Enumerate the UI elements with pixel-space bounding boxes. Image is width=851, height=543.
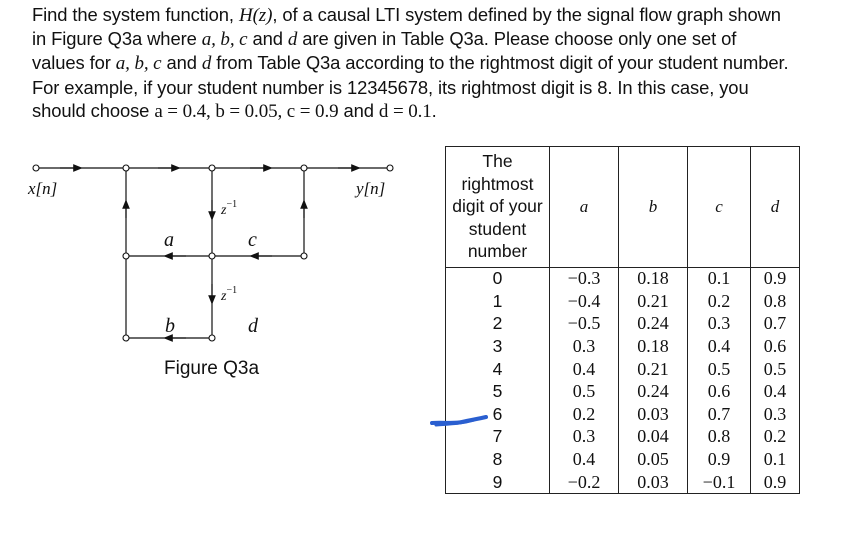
question-part: from Table Q3a according to the rightmost digit of your student number. For example, if your student number is 12345678, its rightmost digit is 8. In this case, you should choose xyxy=(32,52,789,121)
cell-a: 0.2 xyxy=(550,403,619,426)
cell-a: −0.4 xyxy=(550,290,619,313)
cell-b: 0.05 xyxy=(619,448,688,471)
variable-d: d xyxy=(287,29,298,51)
cell-digit: 3 xyxy=(446,335,550,358)
cell-a: −0.2 xyxy=(550,471,619,494)
cell-b: 0.03 xyxy=(619,471,688,494)
header-b: b xyxy=(619,147,688,268)
example-value-d: d = 0.1 xyxy=(378,100,432,122)
cell-digit: 6 xyxy=(446,403,550,426)
cell-b: 0.18 xyxy=(619,267,688,290)
cell-digit: 8 xyxy=(446,448,550,471)
cell-c: 0.1 xyxy=(688,267,751,290)
cell-d: 0.4 xyxy=(751,380,800,403)
system-function-symbol: H(z) xyxy=(238,5,273,26)
cell-d: 0.6 xyxy=(751,335,800,358)
cell-c: −0.1 xyxy=(688,471,751,494)
cell-digit: 2 xyxy=(446,313,550,336)
gain-c-label: c xyxy=(248,229,257,251)
cell-c: 0.2 xyxy=(688,290,751,313)
delay-label-2: $z^{-1}$ xyxy=(221,285,238,304)
header-digit: The rightmost digit of your student number xyxy=(446,147,550,268)
example-values: a = 0.4, b = 0.05, c = 0.9 xyxy=(154,100,339,122)
figure-caption: Figure Q3a xyxy=(164,358,260,379)
question-part: Find the system function, xyxy=(32,4,239,25)
cell-digit: 9 xyxy=(446,471,550,494)
variable-d: d xyxy=(201,53,212,75)
cell-c: 0.3 xyxy=(688,313,751,336)
cell-d: 0.9 xyxy=(751,471,800,494)
question-part: , of a causal LTI system defined by the signal flow graph shown in Figure Q3a where xyxy=(32,4,781,50)
gain-b-label: b xyxy=(165,315,175,337)
cell-b: 0.24 xyxy=(619,313,688,336)
cell-c: 0.8 xyxy=(688,426,751,449)
table-body xyxy=(446,267,800,494)
table-row xyxy=(446,380,800,403)
cell-d: 0.9 xyxy=(751,267,800,290)
header-d: d xyxy=(751,147,800,268)
cell-c: 0.9 xyxy=(688,448,751,471)
cell-a: 0.3 xyxy=(550,426,619,449)
cell-d: 0.8 xyxy=(751,290,800,313)
table-row xyxy=(446,448,800,471)
cell-b: 0.21 xyxy=(619,358,688,381)
cell-digit: 7 xyxy=(446,426,550,449)
table-row xyxy=(446,290,800,313)
cell-a: 0.3 xyxy=(550,335,619,358)
graph-nodes xyxy=(33,165,393,341)
cell-c: 0.5 xyxy=(688,358,751,381)
branch-arrows xyxy=(60,168,356,338)
cell-a: 0.4 xyxy=(550,358,619,381)
cell-c: 0.7 xyxy=(688,403,751,426)
cell-b: 0.03 xyxy=(619,403,688,426)
table-row xyxy=(446,267,800,290)
table-header-row xyxy=(446,147,800,268)
cell-d: 0.2 xyxy=(751,426,800,449)
delay-label-1: $z^{-1}$ xyxy=(221,199,238,218)
table-row xyxy=(446,313,800,336)
output-label: y[n] xyxy=(356,179,386,198)
question-part: and xyxy=(161,52,202,74)
question-part: are given in Table Q3a. Please choose only one set of values for xyxy=(32,28,737,74)
header-c: c xyxy=(688,147,751,268)
cell-b: 0.18 xyxy=(619,335,688,358)
gain-d-label: d xyxy=(248,315,258,337)
question-part: and xyxy=(338,99,379,121)
values-table xyxy=(445,146,800,494)
table-row xyxy=(446,426,800,449)
cell-digit: 0 xyxy=(446,267,550,290)
question-text xyxy=(32,3,792,123)
pen-mark xyxy=(430,414,490,430)
cell-a: 0.5 xyxy=(550,380,619,403)
signal-flow-graph xyxy=(0,150,420,355)
cell-digit: 5 xyxy=(446,380,550,403)
table-row xyxy=(446,358,800,381)
cell-digit: 1 xyxy=(446,290,550,313)
cell-c: 0.6 xyxy=(688,380,751,403)
cell-a: −0.3 xyxy=(550,267,619,290)
gain-a-label: a xyxy=(164,229,174,251)
cell-b: 0.21 xyxy=(619,290,688,313)
cell-d: 0.3 xyxy=(751,403,800,426)
cell-d: 0.7 xyxy=(751,313,800,336)
cell-a: −0.5 xyxy=(550,313,619,336)
cell-b: 0.24 xyxy=(619,380,688,403)
header-a: a xyxy=(550,147,619,268)
cell-digit: 4 xyxy=(446,358,550,381)
cell-c: 0.4 xyxy=(688,335,751,358)
table-row xyxy=(446,403,800,426)
cell-b: 0.04 xyxy=(619,426,688,449)
variable-list: a, b, c xyxy=(201,29,248,51)
table-row xyxy=(446,471,800,494)
table-row xyxy=(446,335,800,358)
cell-d: 0.1 xyxy=(751,448,800,471)
cell-d: 0.5 xyxy=(751,358,800,381)
question-part: and xyxy=(247,28,288,50)
input-label: x[n] xyxy=(28,179,58,198)
cell-a: 0.4 xyxy=(550,448,619,471)
question-part: . xyxy=(431,99,437,121)
variable-list: a, b, c xyxy=(115,53,162,75)
